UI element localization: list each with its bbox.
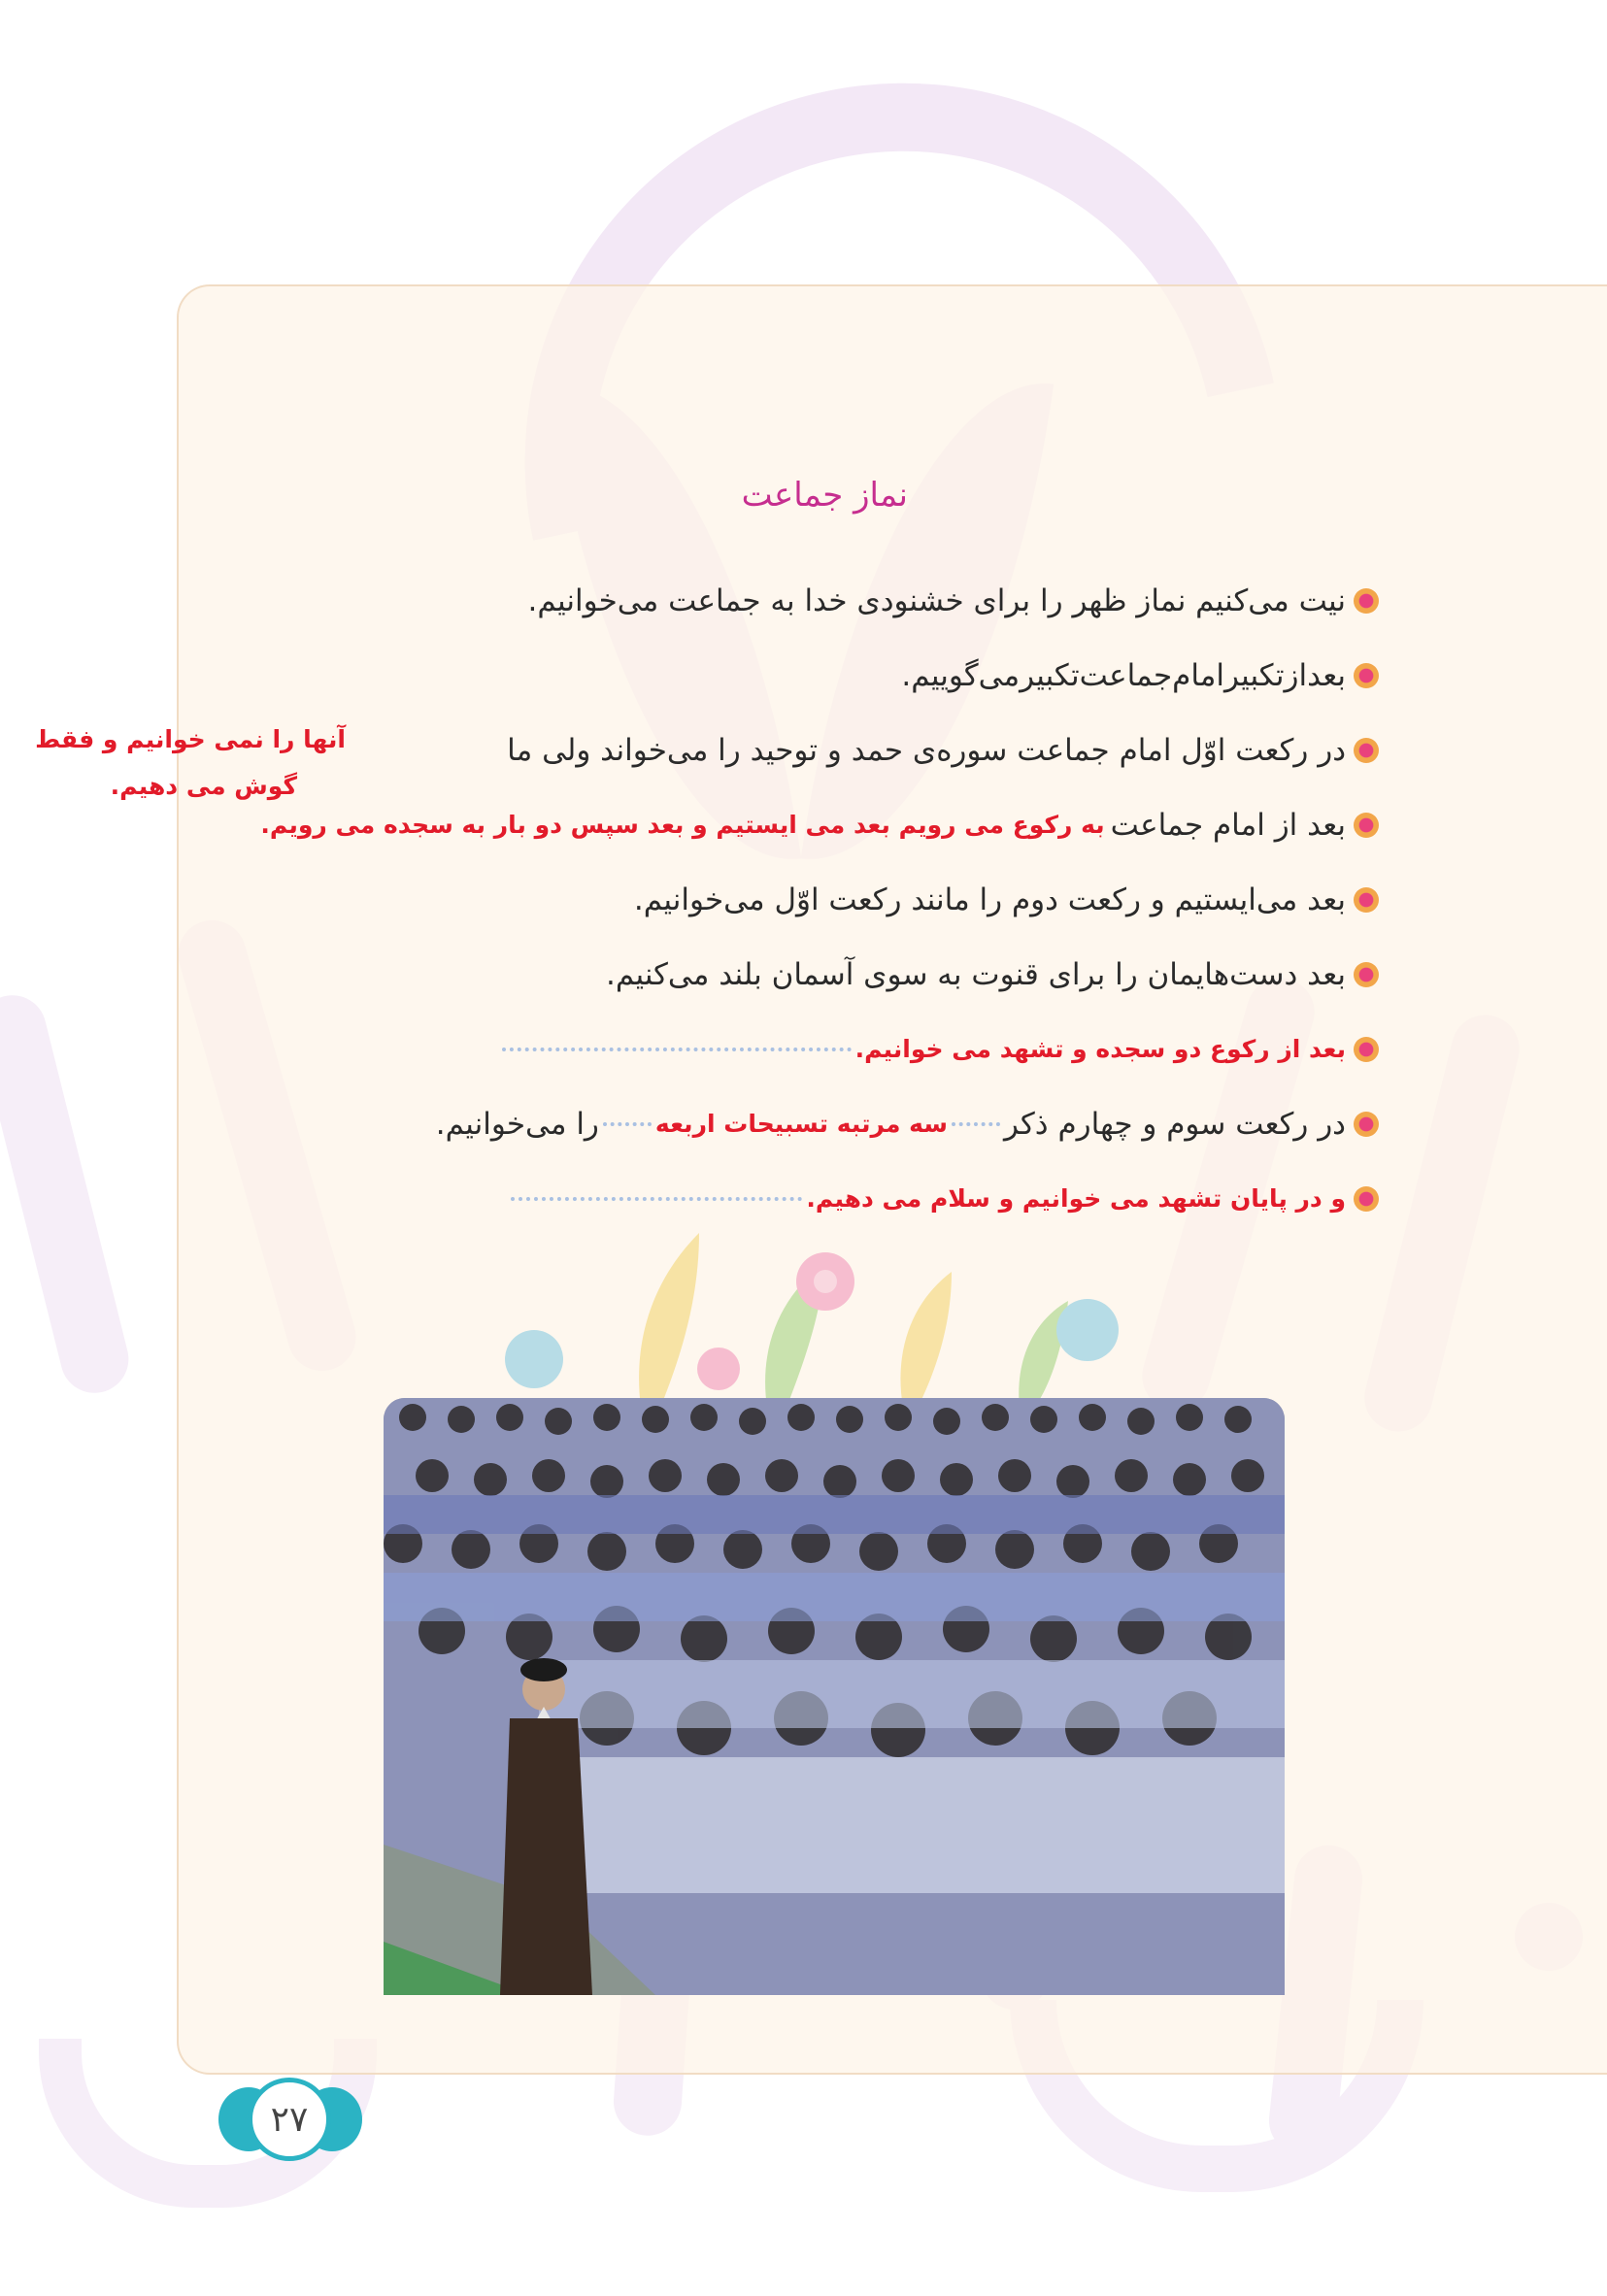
flower-bullet-icon bbox=[1354, 1112, 1379, 1137]
flower-bullet-icon bbox=[1354, 1037, 1379, 1062]
line-text: در رکعت اوّل امام جماعت سوره‌ی حمد و توحید را می‌خواند ولی ما bbox=[507, 732, 1346, 768]
fill-in-blank bbox=[511, 1196, 802, 1201]
flower-bullet-icon bbox=[1354, 962, 1379, 987]
flower-center bbox=[814, 1270, 837, 1293]
flower-shape bbox=[1056, 1299, 1119, 1361]
answer-text: و در پایان تشهد می خوانیم و سلام می دهیم. bbox=[806, 1184, 1346, 1213]
page-number-badge bbox=[218, 2078, 364, 2161]
photo-illustration bbox=[384, 1398, 1285, 1995]
line-text: در رکعت سوم و چهارم ذکر bbox=[1003, 1106, 1346, 1142]
side-answer-note bbox=[35, 716, 346, 810]
flower-bullet-icon bbox=[1354, 738, 1379, 763]
line-text: بعدازتکبیرامام‌جماعت‌تکبیرمی‌گوییم. bbox=[901, 657, 1346, 693]
fill-in-blank bbox=[502, 1047, 852, 1051]
side-note-line: گوش می دهیم. bbox=[110, 772, 297, 800]
list-item bbox=[39, 638, 1379, 713]
fill-in-blank bbox=[603, 1121, 652, 1126]
flower-shape bbox=[505, 1330, 563, 1388]
answer-text: به رکوع می رویم بعد می ایستیم و بعد سپس دو بار به سجده می رویم. bbox=[260, 811, 1105, 839]
answer-text: سه مرتبه تسبیحات اربعه bbox=[654, 1110, 948, 1138]
flower-bullet-icon bbox=[1354, 1186, 1379, 1212]
list-item bbox=[39, 563, 1379, 638]
flower-shape bbox=[697, 1348, 740, 1390]
page-number: ۲۷ bbox=[248, 2078, 331, 2161]
fill-in-blank bbox=[952, 1121, 1000, 1126]
answer-text: بعد از رکوع دو سجده و تشهد می خوانیم. bbox=[854, 1035, 1346, 1063]
flower-bullet-icon bbox=[1354, 663, 1379, 688]
page-title: نماز جماعت bbox=[741, 476, 908, 515]
flower-bullet-icon bbox=[1354, 887, 1379, 913]
flower-bullet-icon bbox=[1354, 813, 1379, 838]
line-text: بعد دست‌هایمان را برای قنوت به سوی آسمان بلند می‌کنیم. bbox=[605, 956, 1346, 992]
line-text: بعد می‌ایستیم و رکعت دوم را مانند رکعت اوّل می‌خوانیم. bbox=[633, 882, 1346, 917]
list-item bbox=[39, 862, 1379, 937]
text-lines bbox=[35, 563, 1379, 1236]
leaf-shape bbox=[900, 1272, 952, 1408]
list-item bbox=[39, 937, 1379, 1012]
flowers-decoration bbox=[476, 1214, 1136, 1408]
list-item bbox=[39, 1012, 1379, 1086]
leaf-shape bbox=[639, 1233, 699, 1408]
line-text: نیت می‌کنیم نماز ظهر را برای خشنودی خدا به جماعت می‌خوانیم. bbox=[527, 582, 1346, 618]
congregational-prayer-photo bbox=[384, 1398, 1285, 1995]
side-note-line: آنها را نمی خوانیم و فقط bbox=[35, 725, 346, 753]
flower-bullet-icon bbox=[1354, 588, 1379, 614]
line-text: را می‌خوانیم. bbox=[435, 1106, 599, 1142]
list-item bbox=[39, 1086, 1379, 1161]
line-text: بعد از امام جماعت bbox=[1110, 807, 1346, 843]
